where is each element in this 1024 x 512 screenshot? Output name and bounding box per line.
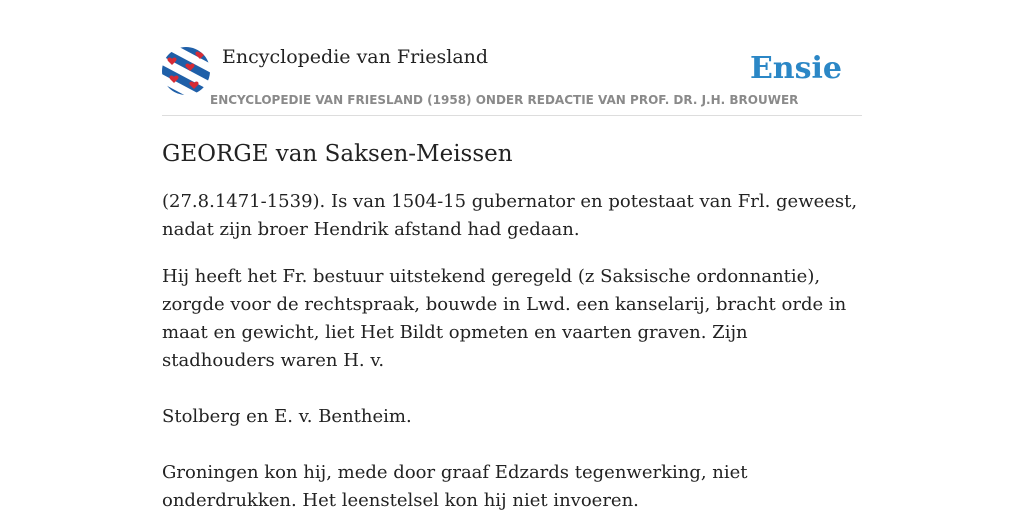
article-paragraph: Groningen kon hij, mede door graaf Edzards tegenwerking, niet onderdrukken. Het leenstelsel kon hij niet invoeren. xyxy=(162,462,748,511)
frisian-flag-logo-icon[interactable] xyxy=(162,47,210,95)
header-divider xyxy=(162,115,862,116)
article-paragraph: Stolberg en E. v. Bentheim. xyxy=(162,406,412,427)
article-title: GEORGE van Saksen-Meissen xyxy=(162,141,513,167)
brand-logo-text[interactable]: Ensie xyxy=(749,51,842,86)
article-paragraph: Hij heeft het Fr. bestuur uitstekend geregeld (z Saksische ordonnantie), zorgde voor de rechtspraak, bouwde in Lwd. een kanselarij, bracht orde in maat en gewicht, liet Het Bildt opmeten en vaarten graven. Zijn stadhouders waren H. v. xyxy=(162,266,847,371)
site-title[interactable]: Encyclopedie van Friesland xyxy=(222,46,489,68)
article-paragraph: (27.8.1471-1539). Is van 1504-15 gubernator en potestaat van Frl. geweest, nadat zijn broer Hendrik afstand had gedaan. xyxy=(162,191,858,240)
article xyxy=(162,138,862,512)
source-subtitle: ENCYCLOPEDIE VAN FRIESLAND (1958) ONDER REDACTIE VAN PROF. DR. J.H. BROUWER xyxy=(210,93,799,107)
